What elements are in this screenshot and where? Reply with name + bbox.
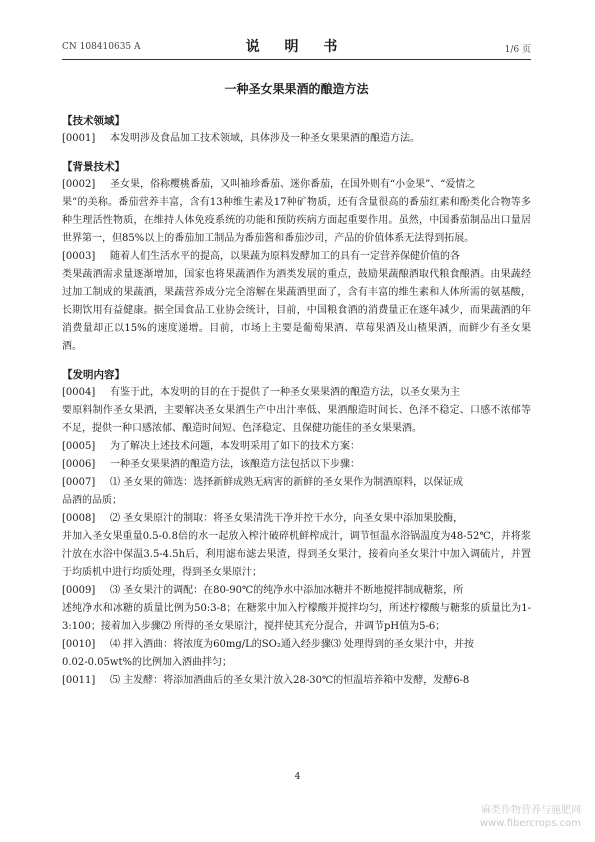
header-rule xyxy=(62,59,531,60)
paragraph-0003 xyxy=(62,248,531,356)
section-heading-tech-field: 【技术领域】 xyxy=(62,115,125,127)
section-heading-invention: 【发明内容】 xyxy=(62,369,125,381)
paragraph-number: [0005] xyxy=(62,441,96,452)
paragraph-first-line: ⑴ 圣女果的筛选：选择新鲜成熟无病害的新鲜的圣女果作为制酒原料，以保证成 xyxy=(110,477,464,488)
paragraph-text: 为了解决上述技术问题，本发明采用了如下的技术方案： xyxy=(110,441,360,452)
paragraph-0011 xyxy=(62,672,531,690)
paragraph-continuation: 并加入圣女果重量0.5-0.8倍的水一起放入榨汁破碎机鲜榨成汁，调节恒温水浴锅温度为48-52℃，并将浆汁放在水浴中保温3.5-4.5h后，利用滤布滤去果渣，得到圣女果汁，接着向圣女果汁中加入调硫片，并置于均质机中进行均质处理，得到圣女果原汁； xyxy=(62,531,531,578)
paragraph-first-line: ⑷ 拌入酒曲：将浓度为60mg/L的SO₂通入经步骤⑶ 处理得到的圣女果汁中，并按 xyxy=(110,639,475,650)
paragraph-number: [0006] xyxy=(62,459,96,470)
paragraph-0005 xyxy=(62,438,531,456)
paragraph-number: [0003] xyxy=(62,251,96,262)
paragraph-0004 xyxy=(62,384,531,438)
watermark-url: www.fibercrops.com xyxy=(479,818,581,829)
paragraph-text: 本发明涉及食品加工技术领域，具体涉及一种圣女果果酒的酿造方法。 xyxy=(110,133,420,144)
paragraph-first-line: ⑵ 圣女果原汁的制取：将圣女果清洗干净并控干水分，向圣女果中添加果胶酶， xyxy=(110,513,464,524)
paragraph-first-line: 圣女果，俗称樱桃番茄，又叫袖珍番茄、迷你番茄，在国外则有“小金果”、“爱情之 xyxy=(110,179,476,190)
document-title: 一种圣女果果酒的酿造方法 xyxy=(224,82,369,96)
paragraph-first-line: 随着人们生活水平的提高，以果蔬为原料发酵加工的具有一定营养保健价值的各 xyxy=(110,251,460,262)
page-number: 4 xyxy=(294,772,301,782)
paragraph-number: [0009] xyxy=(62,585,96,596)
paragraph-text: ⑸ 主发酵：将添加酒曲后的圣女果汁放入28-30℃的恒温培养箱中发酵，发酵6-8 xyxy=(110,675,470,686)
paragraph-0009 xyxy=(62,582,531,636)
paragraph-continuation: 类果蔬酒需求量逐渐增加，国家也将果蔬酒作为酒类发展的重点，鼓励果蔬酿酒取代粮食酿酒。由果蔬经过加工制成的果蔬酒，果蔬营养成分完全溶解在果蔬酒里面了，含有丰富的维生素和人体所需的氨基酸，长期饮用有益健康。据全国食品工业协会统计，目前，中国粮食酒的消费量正在逐年减少，而果蔬酒的年消费量却正以15%的速度递增。目前，市场上主要是葡萄果酒、草莓果酒及山楂果酒，而鲜少有圣女果酒。 xyxy=(62,269,531,352)
paragraph-number: [0008] xyxy=(62,513,96,524)
paragraph-number: [0004] xyxy=(62,387,96,398)
paragraph-text: 一种圣女果果酒的酿造方法，该酿造方法包括以下步骤： xyxy=(110,459,360,470)
watermark-name: 麻类作物营养与施肥网 xyxy=(481,805,581,816)
paragraph-continuation: 要原料制作圣女果酒，主要解决圣女果酒生产中出汁率低、果酒酿造时间长、色泽不稳定、口感不浓郁等不足，提供一种口感浓郁、酿造时间短、色泽稳定、且保健功能佳的圣女果果酒。 xyxy=(62,405,531,434)
paragraph-first-line: 有鉴于此，本发明的目的在于提供了一种圣女果果酒的酿造方法，以圣女果为主 xyxy=(110,387,460,398)
page-header xyxy=(62,34,531,56)
paragraph-0006 xyxy=(62,456,531,474)
document-body xyxy=(62,112,531,690)
paragraph-number: [0010] xyxy=(62,639,96,650)
page-indicator: 1/6 页 xyxy=(504,45,531,55)
paragraph-continuation: 品酒的品质； xyxy=(62,495,122,506)
site-watermark xyxy=(480,804,581,830)
paragraph-number: [0007] xyxy=(62,477,96,488)
patent-number: CN 108410635 A xyxy=(62,42,141,52)
paragraph-continuation: 0.02-0.05wt%的比例加入酒曲拌匀； xyxy=(62,657,232,668)
paragraph-0010 xyxy=(62,636,531,672)
paragraph-number: [0011] xyxy=(62,675,96,686)
paragraph-number: [0002] xyxy=(62,179,96,190)
paragraph-continuation: 果”的美称。番茄营养丰富，含有13种维生素及17种矿物质，还有含量很高的番茄红素和酚类化合物等多种生理活性物质，在维持人体免疫系统的功能和预防疾病方面起重要作用。虽然，中国番茄制品出口量居世界第一，但85%以上的番茄加工制品为番茄酱和番茄沙司，产品的价值体系无法得到拓展。 xyxy=(62,197,531,244)
paragraph-first-line: ⑶ 圣女果汁的调配：在80-90℃的纯净水中添加冰糖并不断地搅拌制成糖浆，所 xyxy=(110,585,464,596)
paragraph-number: [0001] xyxy=(62,133,96,144)
paragraph-continuation: 述纯净水和冰糖的质量比例为50:3-8；在糖浆中加入柠檬酸并搅拌均匀，所述柠檬酸与糖浆的质量比为1-3:100；接着加入步骤⑵ 所得的圣女果原汁，搅拌使其充分混合，并调节pH值为5-6； xyxy=(62,603,531,632)
paragraph-0002 xyxy=(62,176,531,248)
section-heading-background: 【背景技术】 xyxy=(62,161,125,173)
paragraph-0007 xyxy=(62,474,531,510)
document-type: 说 明 书 xyxy=(245,39,348,55)
paragraph-0001 xyxy=(62,130,531,148)
paragraph-0008 xyxy=(62,510,531,582)
